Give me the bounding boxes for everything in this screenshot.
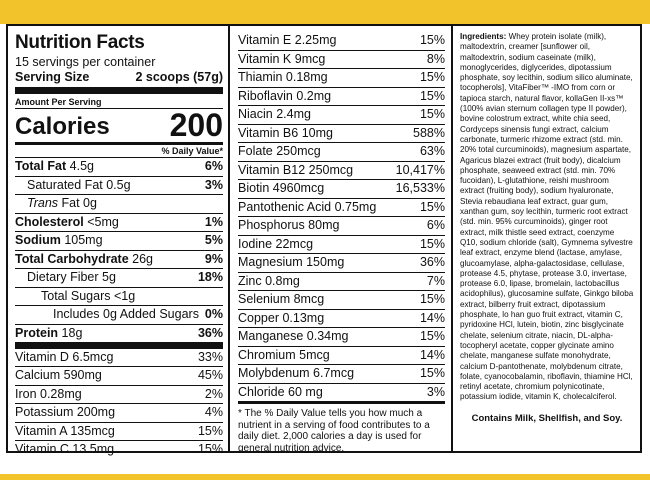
ingredients-list: Whey protein isolate (milk), maltodextrin, creamer [sunflower oil, maltodextrin, sodium caseinate (milk), monoglycerides, diglycerides, dipotassium phosphate, soy lecithin, sodium silico aluminate, tocopherols], VitaFiber™ -IMO from corn or tapioca starch, natural flavor, kollaGen II-xs™ (100% avian sternum collagen type II powder), bovine colostrum extract, white chia seed, Cordyceps sinensis fungi extract, calcium carbonate, turmeric rhizome extract (std. min. 20% total curcuminoids), magnesium aspartate, Agaricus blazei extract (fruit body), dicalcium phosphate, seaweed extract (std. min. 70% fucoidan), L-glutathione, reishi mushroom extract (fruiting body), sodium hyaluronate, Stevia rebaudiana leaf extract, guar gum, xanthan gum, soy lecithin, turmeric root extract (std. min. 95% curcuminoids), ginger root extract, milk thistle seed extract, coenzyme Q10, sodium chloride (salt), Gymnema sylvestre leaf extract, enzyme blend (lactase, amylase, glucoamylase, alpha-galactosidase, cellulase, protease 4.5, phytase, protease 3.0, invertase, protease 6.0, lipase, bromelain, lactobacillus acidophilus), glucosamine sulfate, Ginkgo biloba extract, bilberry fruit extract, dipotassium phosphate, lo han guo fruit extract, vitamin C, pyridoxine HCl, lutein, biotin, zinc bisglycinate chelate, selenium citrate, niacin, DL-alpha-tocopheryl acetate, copper glycinate amino chelate, manganese sulfate monohydrate, calcium D-pantothenate, molybdenum citrate, folate, cyanocobalamin, riboflavin, thiamine HCl, retinyl acetate, chromium polynicotinate, potassium iodide, vitamin K, cholecalciferol.	[460, 32, 634, 402]
vitamin-dv: 15%	[419, 236, 445, 251]
nutrient-name: Saturated Fat	[27, 177, 103, 192]
serving-size-value: 2 scoops (57g)	[135, 70, 223, 84]
calories-label: Calories	[15, 113, 110, 140]
vitamin-list-col2	[238, 32, 445, 401]
vitamin-name: Selenium 8mcg	[238, 292, 325, 306]
nutrient-dv: 36%	[197, 325, 223, 340]
ingredients-label: Ingredients:	[460, 32, 507, 41]
vitamin-name: Potassium 200mg	[15, 405, 116, 420]
nutrient-dv: 3%	[204, 177, 223, 192]
vitamin-name: Iodine 22mcg	[238, 236, 314, 251]
nutrient-name: Cholesterol	[15, 214, 84, 229]
vitamin-row	[238, 273, 445, 292]
nutrient-amount: <5mg	[87, 214, 119, 229]
vitamin-name: Vitamin K 9mcg	[238, 51, 326, 66]
nutrient-name: Dietary Fiber	[27, 270, 99, 284]
vitamin-row	[238, 88, 445, 107]
ingredients-text	[460, 32, 634, 403]
nutrition-facts-title: Nutrition Facts	[15, 32, 145, 53]
vitamin-name: Calcium 590mg	[15, 368, 102, 383]
vitamin-row	[15, 349, 223, 367]
vitamin-name: Vitamin B6 10mg	[238, 125, 333, 140]
vitamin-dv: 3%	[426, 384, 445, 399]
vitamin-name: Phosphorus 80mg	[238, 218, 340, 232]
vitamin-dv: 36%	[419, 255, 445, 269]
vitamin-name: Vitamin E 2.25mg	[238, 33, 337, 47]
servings-per-container: 15 servings per container	[15, 55, 156, 69]
vitamin-row	[238, 199, 445, 218]
nutrient-dv: 0%	[204, 307, 223, 321]
vitamin-name: Zinc 0.8mg	[238, 273, 300, 288]
vitamin-dv: 15%	[419, 33, 445, 47]
vitamin-dv: 33%	[197, 350, 223, 364]
vitamin-name: Vitamin A 135mcg	[15, 423, 115, 438]
vitamin-name: Riboflavin 0.2mg	[238, 88, 332, 103]
vitamin-list-col1	[15, 349, 223, 458]
vitamins-minerals-column	[230, 26, 453, 454]
protein-row	[15, 325, 223, 350]
nutrition-label-panel	[6, 24, 642, 457]
vitamin-row	[238, 217, 445, 236]
vitamin-name: Manganese 0.34mg	[238, 329, 349, 343]
vitamin-dv: 6%	[426, 218, 445, 232]
nutrient-amount: 0.5g	[106, 177, 131, 192]
vitamin-dv: 63%	[419, 144, 445, 158]
vitamin-dv: 4%	[204, 405, 223, 420]
vitamin-row	[15, 404, 223, 422]
sodium-row	[15, 232, 223, 251]
nutrition-facts-column	[8, 26, 230, 457]
nutrient-name: Total Sugars	[41, 288, 111, 303]
vitamin-row	[15, 386, 223, 404]
vitamin-name: Biotin 4960mcg	[238, 181, 325, 195]
vitamin-row	[238, 162, 445, 181]
nutrient-amount: <1g	[113, 288, 136, 303]
calories-value: 200	[169, 107, 223, 143]
vitamin-name: Molybdenum 6.7mcg	[238, 366, 355, 380]
vitamin-row	[238, 384, 445, 402]
dietary-fiber-row	[15, 269, 223, 288]
vitamin-row	[15, 423, 223, 441]
vitamin-row	[238, 291, 445, 310]
nutrient-dv: 1%	[204, 214, 223, 229]
total-sugars-row	[15, 288, 223, 307]
vitamin-name: Pantothenic Acid 0.75mg	[238, 199, 377, 214]
serving-size-row	[15, 70, 223, 94]
accent-bar-top	[0, 0, 650, 24]
vitamin-row	[238, 69, 445, 88]
vitamin-dv: 15%	[419, 292, 445, 306]
vitamin-row	[238, 51, 445, 70]
vitamin-name: Vitamin C 13.5mg	[15, 442, 115, 457]
vitamin-row	[238, 347, 445, 366]
cholesterol-row	[15, 214, 223, 233]
daily-value-footnote: * The % Daily Value tells you how much a nutrient in a serving of food contributes to a daily diet. 2,000 calories a day is used for general nutrition advice.	[238, 401, 445, 454]
vitamin-row	[15, 367, 223, 385]
calories-row	[15, 109, 223, 145]
vitamin-row	[238, 106, 445, 125]
vitamin-row	[238, 32, 445, 51]
vitamin-name: Chloride 60 mg	[238, 384, 323, 399]
vitamin-name: Copper 0.13mg	[238, 310, 325, 325]
total-carbohydrate-row	[15, 251, 223, 270]
vitamin-dv: 7%	[426, 273, 445, 288]
vitamin-dv: 15%	[419, 199, 445, 214]
vitamin-row	[238, 328, 445, 347]
vitamin-dv: 15%	[197, 423, 223, 438]
nutrient-amount: 5g	[102, 270, 116, 284]
nutrient-dv: 18%	[197, 270, 223, 284]
nutrient-name: Trans	[27, 196, 59, 210]
nutrient-amount: 105mg	[64, 233, 103, 247]
added-sugars-row	[15, 306, 223, 325]
vitamin-dv: 8%	[426, 51, 445, 66]
nutrient-name: Protein	[15, 325, 59, 340]
vitamin-row	[238, 236, 445, 255]
nutrient-name: Total Fat	[15, 159, 67, 173]
vitamin-dv: 45%	[197, 368, 223, 383]
vitamin-row	[238, 310, 445, 329]
vitamin-name: Iron 0.28mg	[15, 386, 82, 401]
vitamin-name: Vitamin B12 250mcg	[238, 162, 354, 177]
nutrient-dv: 5%	[204, 233, 223, 247]
vitamin-dv: 588%	[413, 125, 445, 140]
nutrient-amount: 4.5g	[69, 159, 94, 173]
vitamin-name: Magnesium 150mg	[238, 255, 345, 269]
trans-fat-row	[15, 195, 223, 214]
vitamin-row	[238, 180, 445, 199]
vitamin-dv: 16,533%	[395, 181, 445, 195]
vitamin-name: Niacin 2.4mg	[238, 107, 311, 121]
total-fat-row	[15, 158, 223, 177]
vitamin-name: Vitamin D 6.5mcg	[15, 350, 114, 364]
vitamin-dv: 14%	[419, 347, 445, 362]
vitamin-dv: 2%	[204, 386, 223, 401]
vitamin-name: Thiamin 0.18mg	[238, 70, 328, 84]
vitamin-dv: 15%	[419, 107, 445, 121]
nutrient-amount: 26g	[132, 251, 154, 266]
vitamin-name: Chromium 5mcg	[238, 347, 330, 362]
serving-size-label: Serving Size	[15, 70, 90, 84]
nutrient-amount: 18g	[61, 325, 83, 340]
nutrient-dv: 9%	[204, 251, 223, 266]
vitamin-dv: 14%	[419, 310, 445, 325]
vitamin-row	[238, 365, 445, 384]
vitamin-row	[15, 441, 223, 458]
nutrient-name: Includes 0g Added Sugars	[53, 307, 199, 321]
vitamin-dv: 15%	[419, 366, 445, 380]
vitamin-name: Folate 250mcg	[238, 144, 321, 158]
nutrient-amount: Fat 0g	[61, 196, 97, 210]
vitamin-row	[238, 125, 445, 144]
nutrient-name: Total Carbohydrate	[15, 251, 129, 266]
vitamin-row	[238, 143, 445, 162]
allergen-statement: Contains Milk, Shellfish, and Soy.	[471, 412, 623, 424]
amount-per-serving: Amount Per Serving	[15, 94, 223, 109]
vitamin-dv: 15%	[419, 70, 445, 84]
accent-bar-bottom	[0, 474, 650, 480]
vitamin-dv: 15%	[197, 442, 223, 457]
saturated-fat-row	[15, 177, 223, 196]
vitamin-row	[238, 254, 445, 273]
vitamin-dv: 15%	[419, 88, 445, 103]
ingredients-column	[453, 26, 640, 451]
vitamin-dv: 15%	[419, 329, 445, 343]
nutrient-dv: 6%	[204, 159, 223, 173]
nutrient-name: Sodium	[15, 233, 61, 247]
vitamin-dv: 10,417%	[395, 162, 445, 177]
daily-value-header: % Daily Value*	[15, 145, 223, 158]
